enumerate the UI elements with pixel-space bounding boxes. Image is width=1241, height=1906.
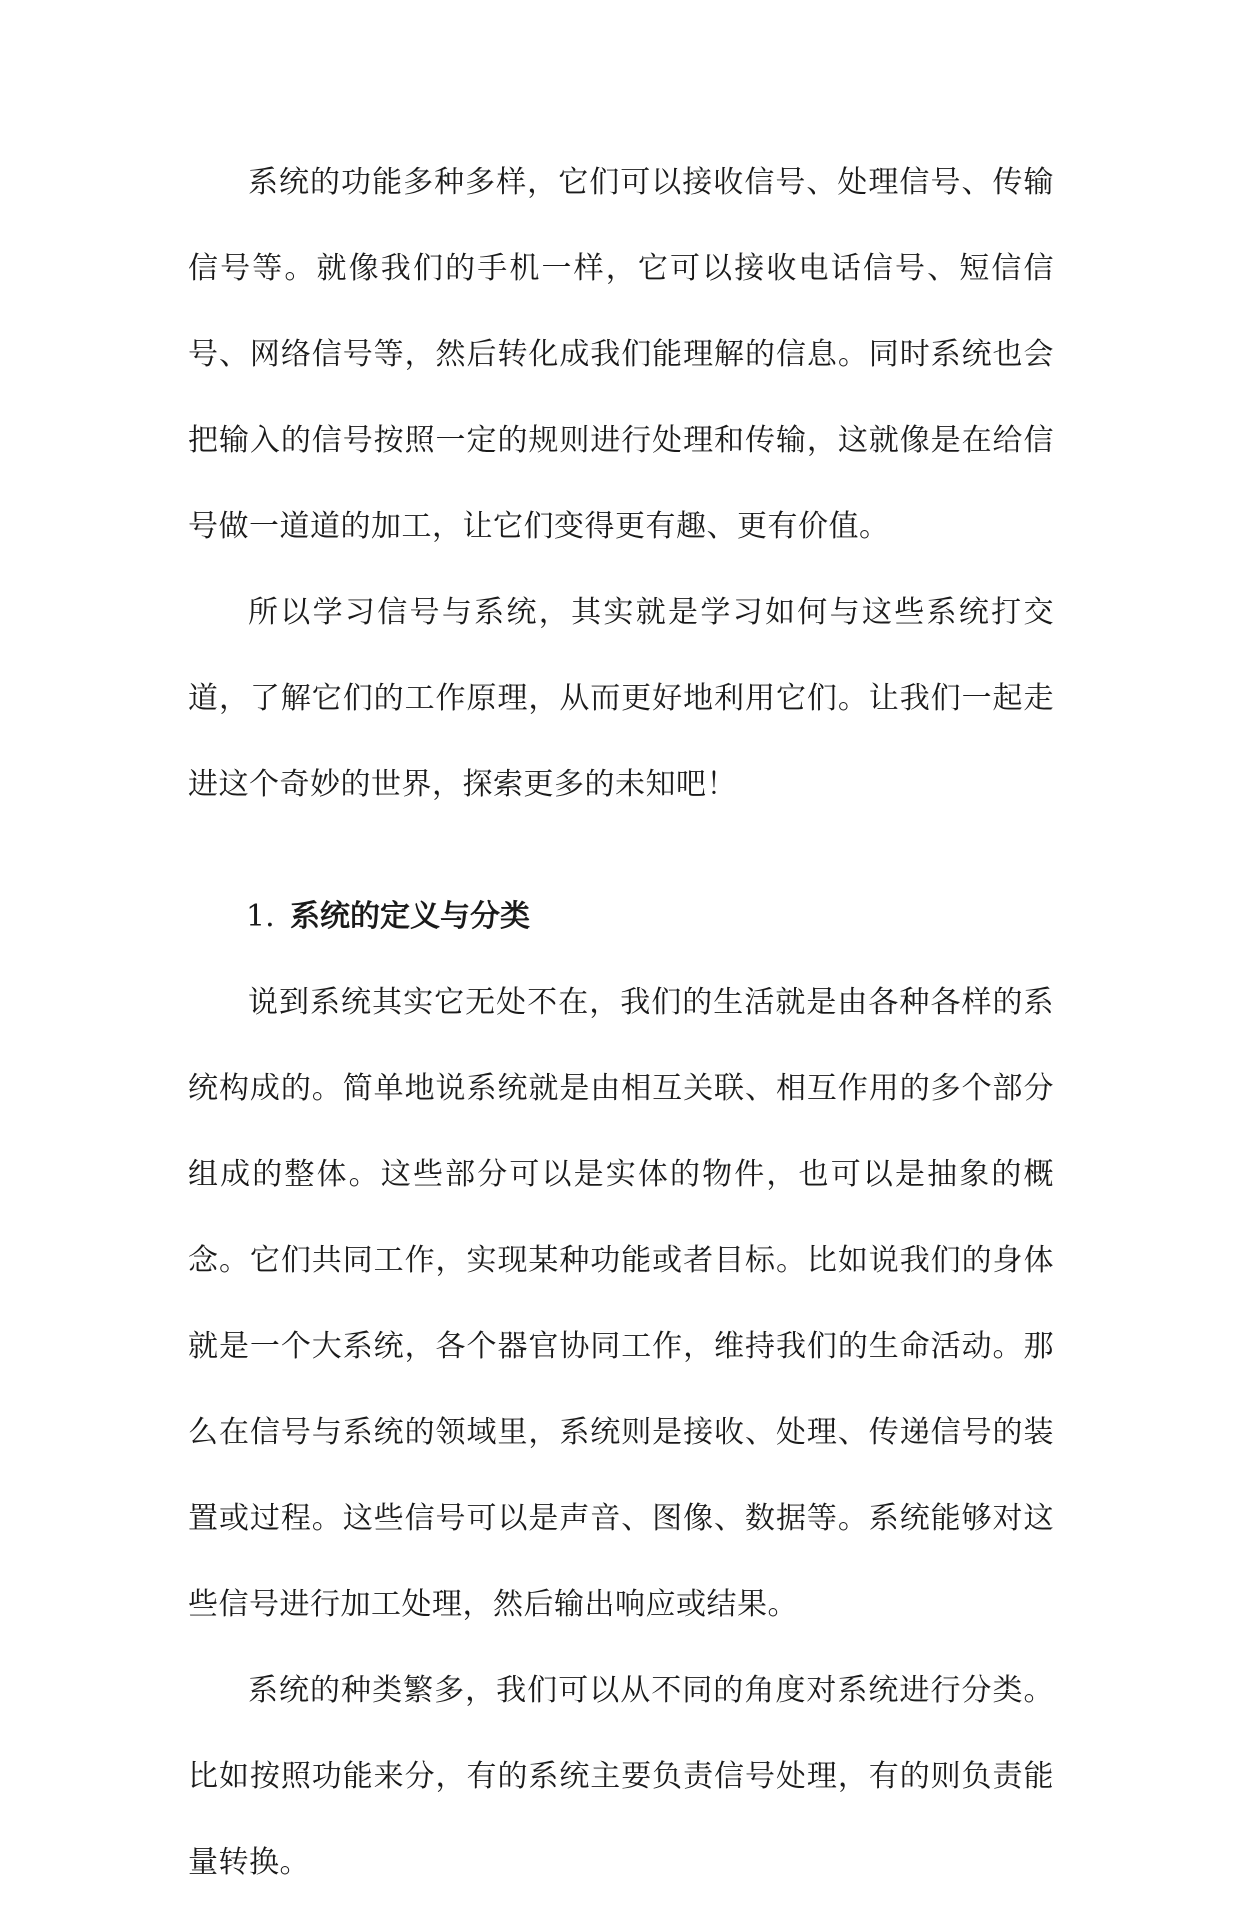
paragraph-system-functions: 系统的功能多种多样，它们可以接收信号、处理信号、传输信号等。就像我们的手机一样，它可以接收电话信号、短信信号、网络信号等，然后转化成我们能理解的信息。同时系统也会把输入的信号按照一定的规则进行处理和传输，这就像是在给信号做一道道的加工，让它们变得更有趣、更有价值。 bbox=[188, 165, 1054, 544]
paragraph-learning-signals: 所以学习信号与系统，其实就是学习如何与这些系统打交道，了解它们的工作原理，从而更好地利用它们。让我们一起走进这个奇妙的世界，探索更多的未知吧！ bbox=[188, 595, 1054, 802]
section-number: 1. bbox=[246, 899, 275, 934]
paragraph-system-classification: 系统的种类繁多，我们可以从不同的角度对系统进行分类。比如按照功能来分，有的系统主要负责信号处理，有的则负责能量转换。 bbox=[188, 1673, 1054, 1880]
paragraph-system-definition: 说到系统其实它无处不在，我们的生活就是由各种各样的系统构成的。简单地说系统就是由相互关联、相互作用的多个部分组成的整体。这些部分可以是实体的物件，也可以是抽象的概念。它们共同工作，实现某种功能或者目标。比如说我们的身体就是一个大系统，各个器官协同工作，维持我们的生命活动。那么在信号与系统的领域里，系统则是接收、处理、传递信号的装置或过程。这些信号可以是声音、图像、数据等。系统能够对这些信号进行加工处理，然后输出响应或结果。 bbox=[188, 985, 1054, 1622]
document-page bbox=[188, 140, 1054, 1906]
section-heading bbox=[188, 874, 1054, 960]
section-title: 系统的定义与分类 bbox=[290, 899, 530, 934]
